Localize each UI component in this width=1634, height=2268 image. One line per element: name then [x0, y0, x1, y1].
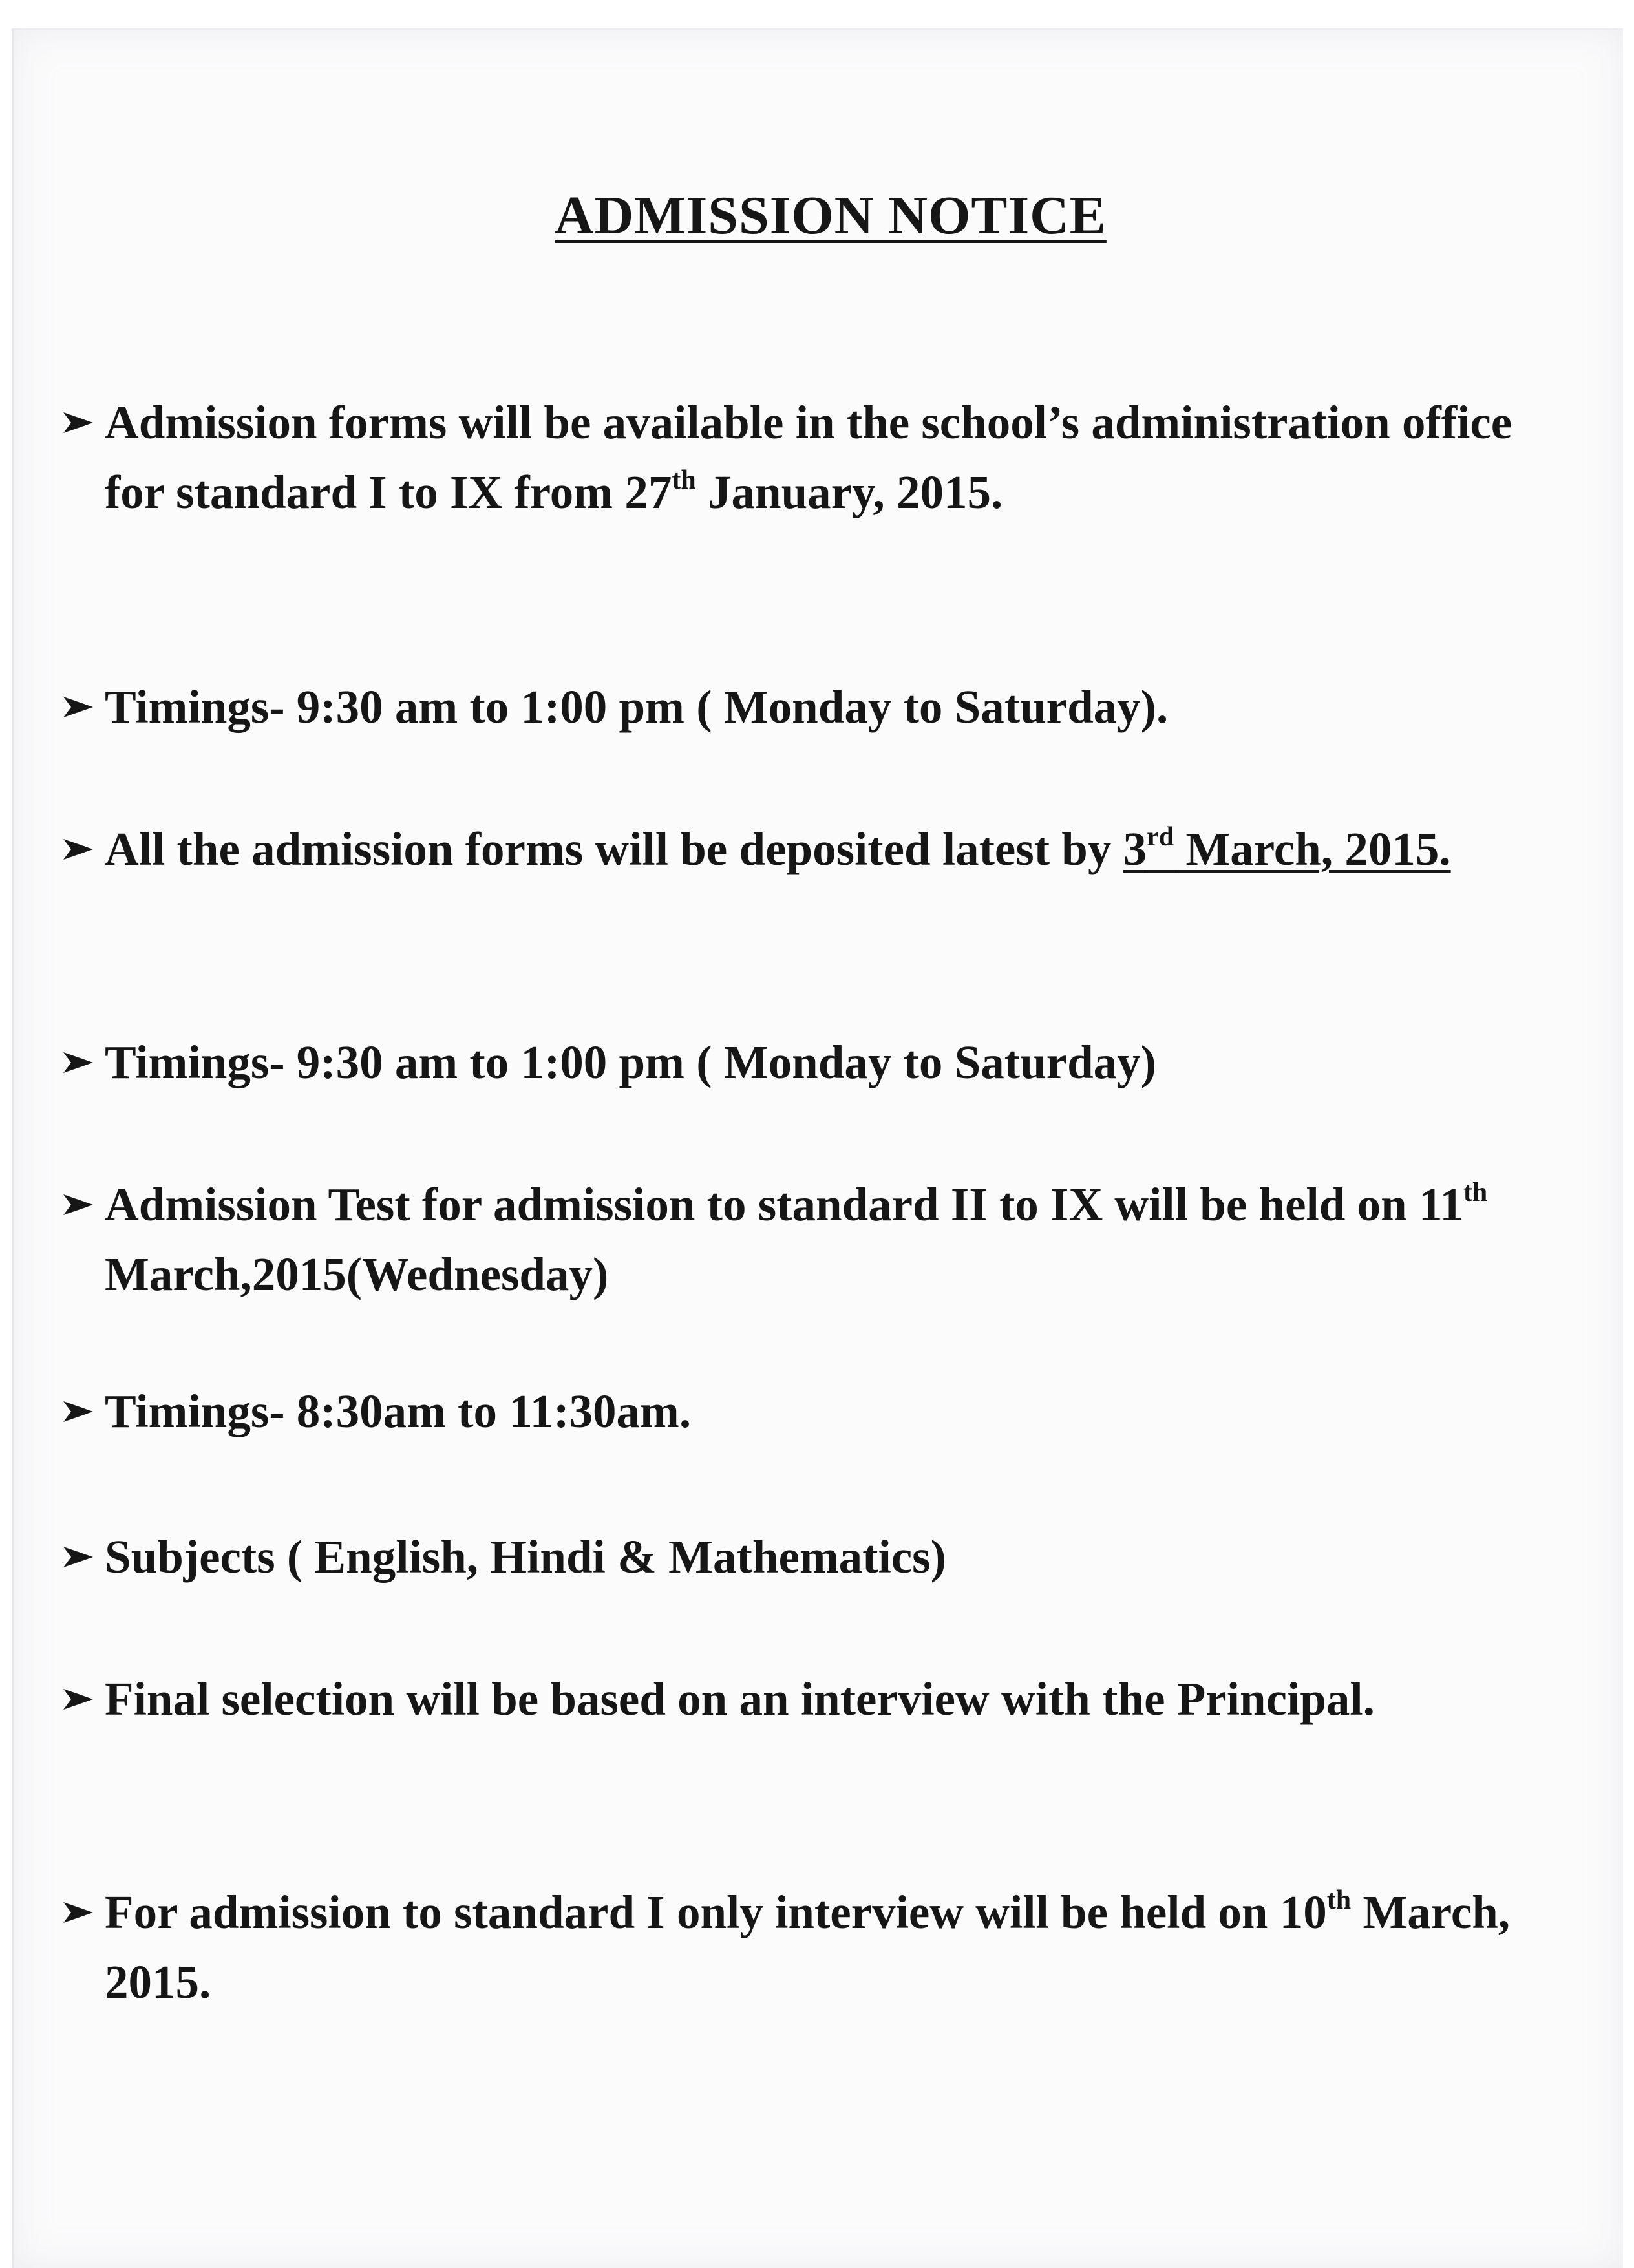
- notice-item-deposit-timings: [57, 1028, 1569, 1097]
- arrow-bullet-icon: [57, 1028, 109, 1097]
- arrow-bullet-icon: [57, 672, 109, 742]
- notice-title: ADMISSION NOTICE: [555, 185, 1107, 246]
- item-text: Subjects ( English, Hindi & Mathematics): [105, 1531, 946, 1583]
- item-text: Timings- 9:30 am to 1:00 pm ( Monday to Saturday): [105, 1036, 1156, 1088]
- item-text: Final selection will be based on an interview with the Principal.: [105, 1673, 1375, 1725]
- item-text: Admission forms will be available in the school’s administration office for standard I to IX from 27th January, 2015.: [105, 396, 1512, 518]
- arrow-bullet-icon: [57, 1170, 109, 1240]
- notice-item-form-timings: [57, 672, 1569, 742]
- item-text: Timings- 8:30am to 11:30am.: [105, 1385, 692, 1437]
- notice-item-subjects: [57, 1522, 1569, 1592]
- item-text: Admission Test for admission to standard II to IX will be held on 11th March,2015(Wednesday): [105, 1178, 1488, 1300]
- deadline-date: 3rd March, 2015.: [1123, 822, 1451, 875]
- arrow-bullet-icon: [57, 1878, 109, 1947]
- arrow-bullet-icon: [57, 814, 109, 884]
- item-text: All the admission forms will be deposited latest by 3rd March, 2015.: [105, 822, 1451, 875]
- notice-item-forms-availability: [57, 388, 1569, 527]
- notice-item-deposit-deadline: [57, 814, 1569, 884]
- item-text: Timings- 9:30 am to 1:00 pm ( Monday to Saturday).: [105, 681, 1169, 733]
- notice-item-admission-test: [57, 1170, 1569, 1309]
- notice-item-standard-one-interview: [57, 1878, 1569, 2017]
- arrow-bullet-icon: [57, 1522, 109, 1592]
- arrow-bullet-icon: [57, 1664, 109, 1734]
- arrow-bullet-icon: [57, 1377, 109, 1447]
- notice-item-test-timings: [57, 1377, 1569, 1447]
- item-text: For admission to standard I only interview will be held on 10th March, 2015.: [105, 1885, 1511, 2008]
- arrow-bullet-icon: [57, 388, 109, 458]
- notice-item-final-selection: [57, 1664, 1569, 1734]
